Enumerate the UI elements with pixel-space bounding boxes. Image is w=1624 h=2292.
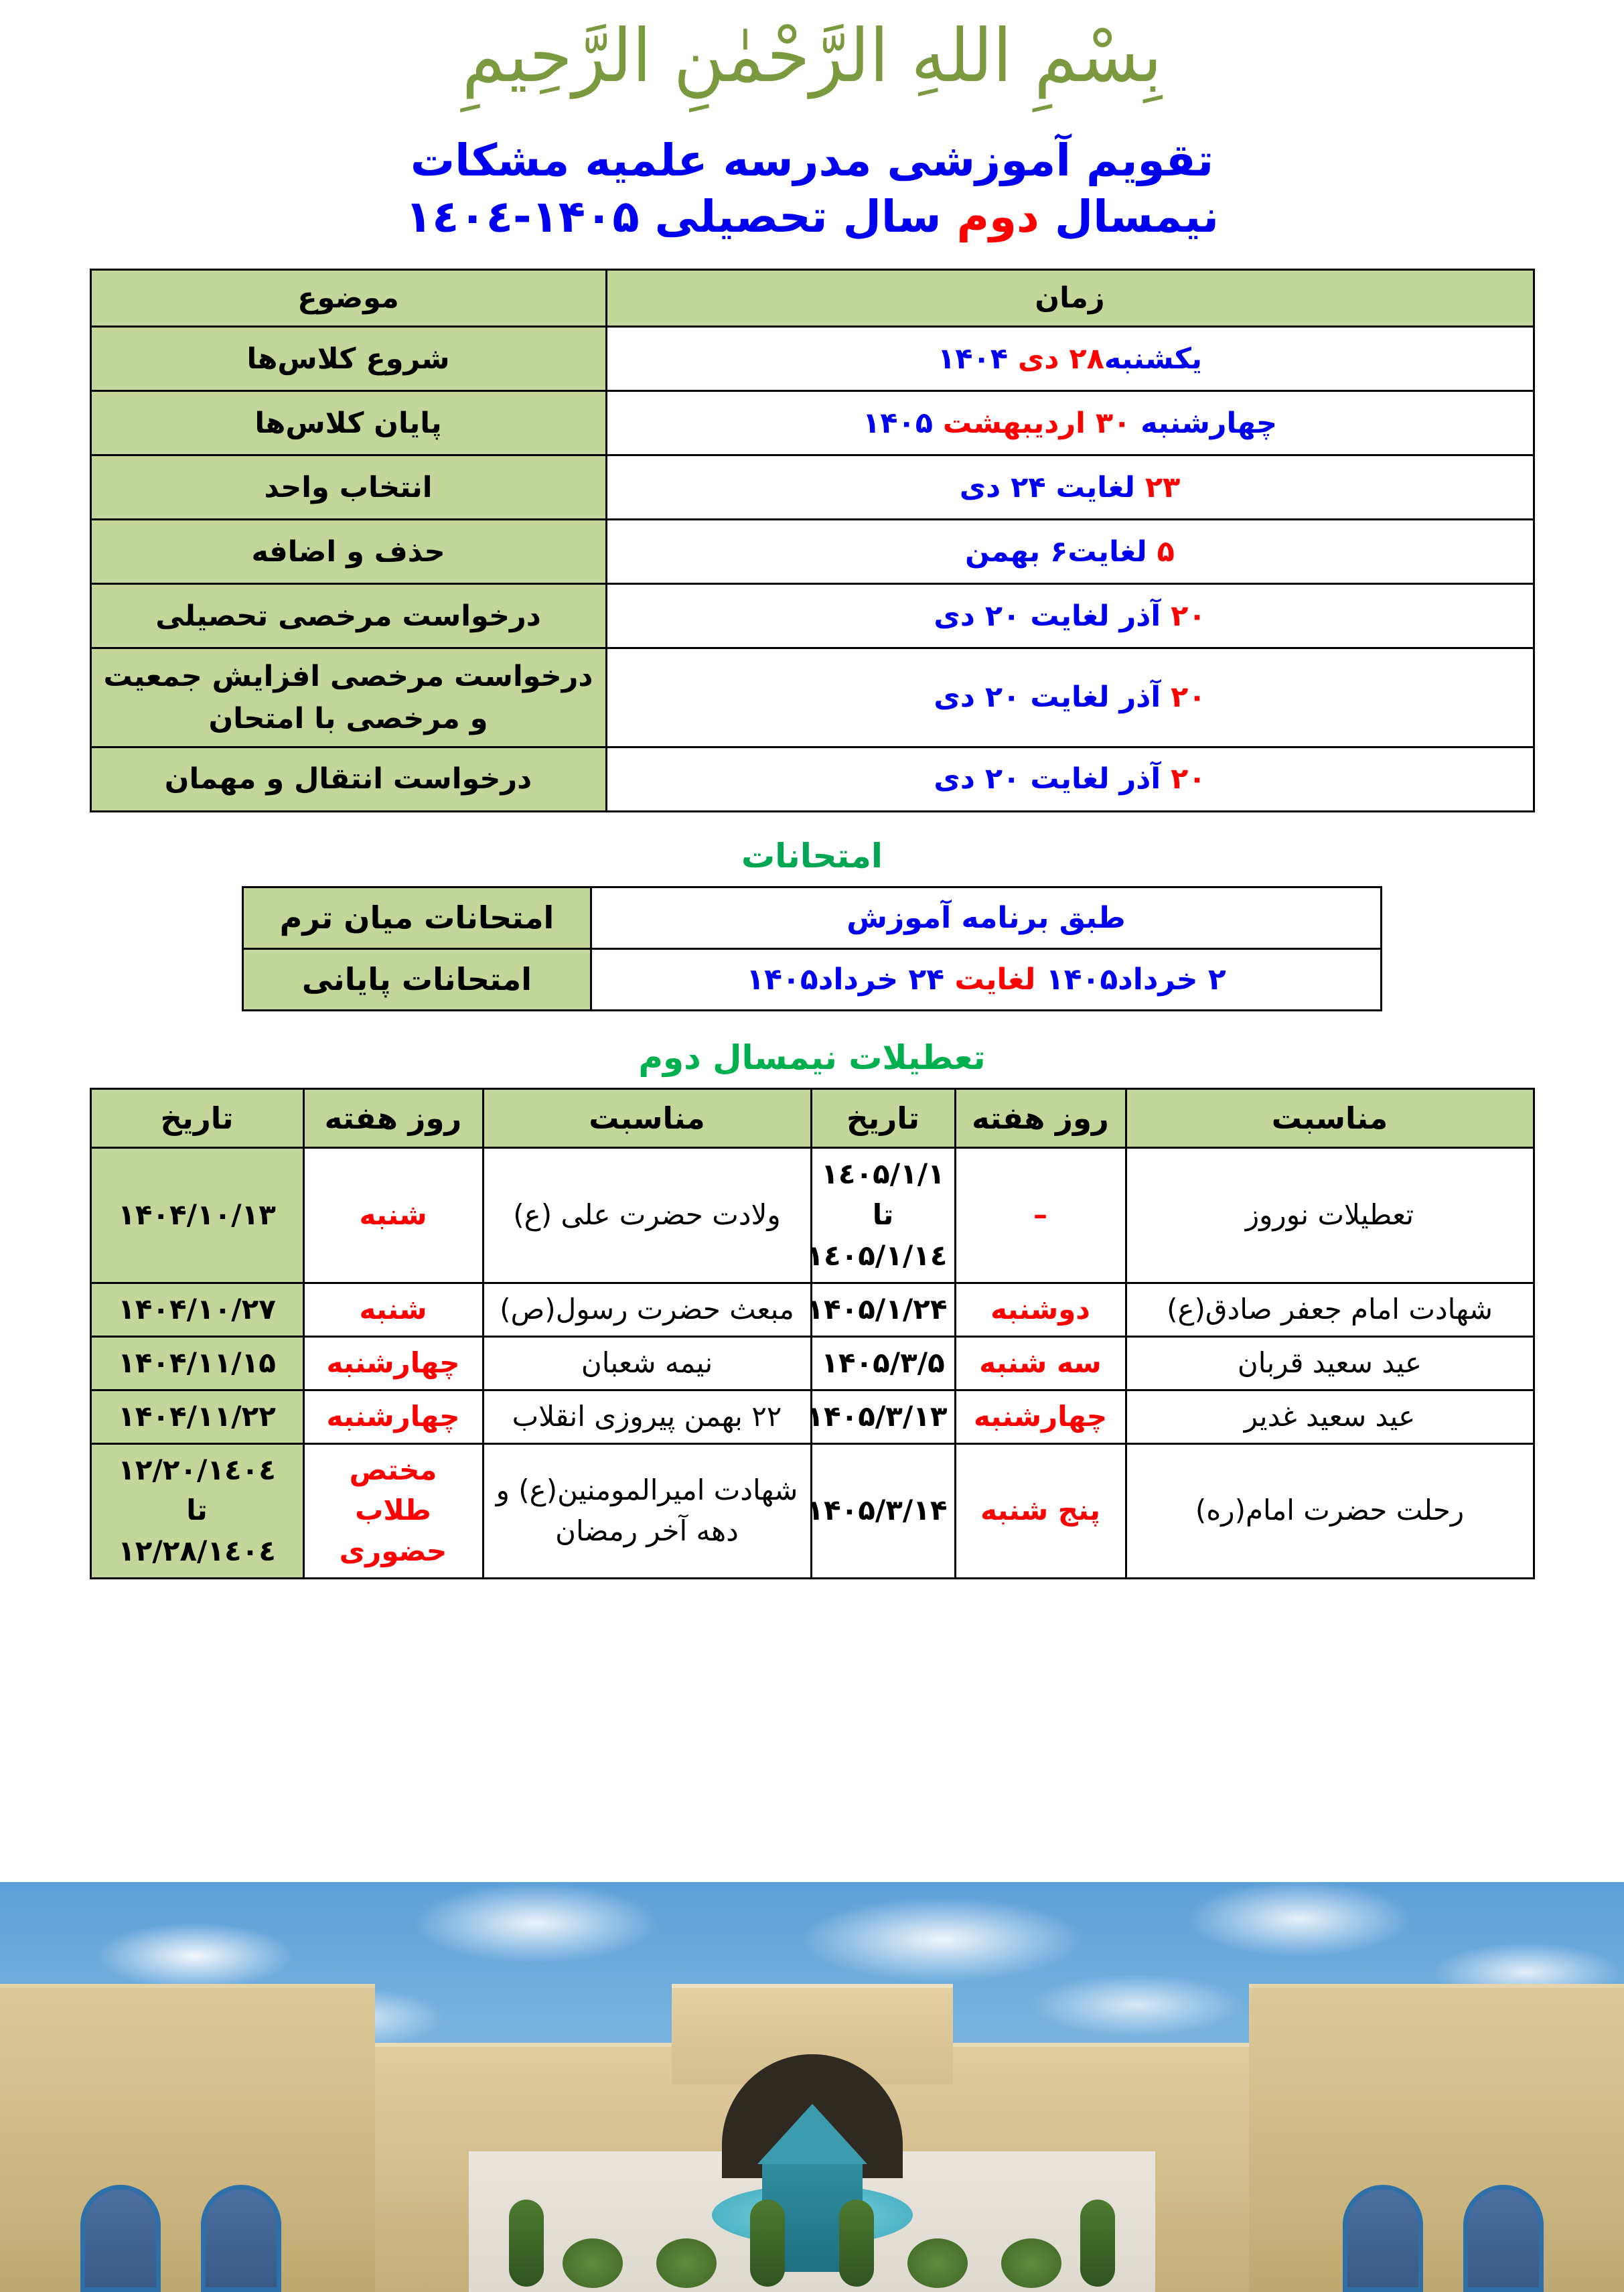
schedule-subject-cell: درخواست انتقال و مهمان (90, 747, 606, 811)
table-row (90, 1390, 1534, 1443)
schedule-time-cell (606, 747, 1534, 811)
holidays-table (90, 1088, 1535, 1579)
time-text-post: ۱۴۰۵ (862, 406, 943, 440)
holiday-date-left: ۱٤۰۵/۱/۱ تا ۱٤۰۵/۱/۱٤ (811, 1148, 955, 1283)
holiday-date-right: ۱۴۰۴/۱۰/۱۳ (90, 1148, 303, 1283)
table-row (90, 520, 1534, 584)
seminary-building-photo (0, 1882, 1624, 2292)
tiled-arch-right (1463, 2185, 1544, 2292)
table-row (90, 391, 1534, 455)
exam-label-cell: امتحانات پایانی (243, 948, 591, 1010)
holiday-weekday-left: – (955, 1148, 1126, 1283)
tiled-arch-left-2 (201, 2185, 281, 2292)
schedule-time-cell (606, 455, 1534, 520)
tree (839, 2200, 874, 2287)
table-header-row (90, 269, 1534, 326)
schedule-subject-cell: درخواست مرخصی افزایش جمعیت و مرخصی با امتحان (90, 648, 606, 747)
exam-date-cell (591, 887, 1382, 948)
exams-table (242, 886, 1382, 1011)
table-row (90, 747, 1534, 811)
bush (1001, 2238, 1061, 2288)
column-header-date-right: تاریخ (90, 1088, 303, 1147)
page-title (0, 133, 1624, 246)
table-row (90, 327, 1534, 391)
table-row (243, 887, 1382, 948)
column-header-date-left: تاریخ (811, 1088, 955, 1147)
column-header-time: زمان (606, 269, 1534, 326)
table-row (90, 584, 1534, 648)
holiday-date-left: ۱۴۰۵/۳/۵ (811, 1336, 955, 1390)
exam-text-post: ۲۴ خرداد۱۴۰۵ (746, 962, 955, 997)
holiday-occasion-right: شهادت امیرالمومنین(ع) و دهه آخر رمضان (483, 1443, 811, 1579)
schedule-time-cell (606, 648, 1534, 747)
time-text-highlight: ۵ (1157, 534, 1175, 569)
tiled-arch-right-2 (1343, 2185, 1423, 2292)
exam-date-cell (591, 948, 1382, 1010)
schedule-subject-cell: حذف و اضافه (90, 520, 606, 584)
time-text-highlight: ۲۰ (1171, 599, 1206, 633)
holiday-date-left: ۱۴۰۵/۳/۱۳ (811, 1390, 955, 1443)
title-line-2-before: نیمسال (1039, 191, 1220, 243)
time-text-highlight: ۲۰ (1171, 762, 1206, 796)
building-right-wing (1249, 1984, 1624, 2292)
bush (907, 2238, 968, 2288)
exam-text-highlight: لغایت (954, 962, 1036, 997)
schedule-time-cell (606, 584, 1534, 648)
building-left-wing (0, 1984, 375, 2292)
holiday-date-right: ۱۴۰۴/۱۱/۲۲ (90, 1390, 303, 1443)
time-text-highlight: ۲۸ دی (1017, 342, 1104, 376)
bush (563, 2238, 623, 2288)
main-schedule-table (90, 269, 1535, 812)
schedule-subject-cell: شروع کلاس‌ها (90, 327, 606, 391)
tree (509, 2200, 544, 2287)
holiday-occasion-left: شهادت امام جعفر صادق(ع) (1126, 1283, 1534, 1336)
time-text-post: لغایت۶ بهمن (965, 534, 1157, 569)
table-row (90, 1148, 1534, 1283)
holiday-occasion-left: عید سعید قربان (1126, 1336, 1534, 1390)
schedule-subject-cell: انتخاب واحد (90, 455, 606, 520)
title-line-2-after: سال تحصیلی ۱۴۰۵-۱٤۰٤ (404, 191, 957, 243)
holiday-weekday-left: دوشنبه (955, 1283, 1126, 1336)
column-header-occasion-right: مناسبت (483, 1088, 811, 1147)
table-row (90, 1283, 1534, 1336)
tiled-arch-left (80, 2185, 161, 2292)
holiday-occasion-right: نیمه شعبان (483, 1336, 811, 1390)
time-text-pre: چهارشنبه (1130, 406, 1278, 440)
schedule-time-cell (606, 520, 1534, 584)
holiday-occasion-right: ولادت حضرت علی (ع) (483, 1148, 811, 1283)
title-line-1: تقویم آموزشی مدرسه علمیه مشکات (410, 135, 1214, 186)
title-line-2 (0, 189, 1624, 245)
holidays-header-row (90, 1088, 1534, 1147)
exam-label-cell: امتحانات میان ترم (243, 887, 591, 948)
holiday-weekday-right: چهارشنبه (303, 1390, 483, 1443)
schedule-subject-cell: پایان کلاس‌ها (90, 391, 606, 455)
table-row (90, 1443, 1534, 1579)
column-header-occasion-left: مناسبت (1126, 1088, 1534, 1147)
table-row (90, 648, 1534, 747)
holiday-occasion-right: مبعث حضرت رسول(ص) (483, 1283, 811, 1336)
column-header-weekday-left: روز هفته (955, 1088, 1126, 1147)
time-text-post: ۱۴۰۴ (937, 342, 1018, 376)
holiday-weekday-left: چهارشنبه (955, 1390, 1126, 1443)
time-text-post: آذر لغایت ۲۰ دی (934, 762, 1171, 796)
bismillah-calligraphy: بِسْمِ اللهِ الرَّحْمٰنِ الرَّحِيمِ (461, 12, 1163, 99)
tree (750, 2200, 785, 2287)
time-text-highlight: ۳۰ اردیبهشت (942, 406, 1131, 440)
holidays-section (0, 1088, 1624, 1579)
schedule-time-cell (606, 391, 1534, 455)
table-row (243, 948, 1382, 1010)
holiday-occasion-left: رحلت حضرت امام(ره) (1126, 1443, 1534, 1579)
table-row (90, 1336, 1534, 1390)
main-schedule-section (0, 269, 1624, 812)
exam-text-pre: ۲ خرداد۱۴۰۵ (1035, 962, 1226, 997)
holiday-date-right: ۱۴۰۴/۱۰/۲۷ (90, 1283, 303, 1336)
bush (656, 2238, 717, 2288)
column-header-subject: موضوع (90, 269, 606, 326)
holiday-date-right: ۱٤۰٤/۱۲/۲۰ تا ۱٤۰٤/۱۲/۲۸ (90, 1443, 303, 1579)
bismillah-banner (0, 0, 1624, 115)
exams-heading: امتحانات (741, 836, 883, 875)
holiday-weekday-left: پنج شنبه (955, 1443, 1126, 1579)
table-row (90, 455, 1534, 520)
holiday-occasion-left: تعطیلات نوروز (1126, 1148, 1534, 1283)
schedule-subject-cell: درخواست مرخصی تحصیلی (90, 584, 606, 648)
holiday-weekday-right: مختص طلاب حضوری (303, 1443, 483, 1579)
column-header-weekday-right: روز هفته (303, 1088, 483, 1147)
holiday-weekday-left: سه شنبه (955, 1336, 1126, 1390)
holiday-weekday-right: شنبه (303, 1148, 483, 1283)
holiday-occasion-left: عید سعید غدیر (1126, 1390, 1534, 1443)
time-text-highlight: ۲۳ (1145, 470, 1181, 504)
title-line-2-accent: دوم (956, 191, 1039, 243)
exam-text-pre: طبق برنامه آموزش (846, 900, 1126, 935)
holidays-heading: تعطیلات نیمسال دوم (638, 1037, 986, 1077)
holiday-date-right: ۱۴۰۴/۱۱/۱۵ (90, 1336, 303, 1390)
holiday-date-left: ۱۴۰۵/۱/۲۴ (811, 1283, 955, 1336)
holiday-occasion-right: ۲۲ بهمن پیروزی انقلاب (483, 1390, 811, 1443)
time-text-post: لغایت ۲۴ دی (959, 470, 1145, 504)
holiday-date-left: ۱۴۰۵/۳/۱۴ (811, 1443, 955, 1579)
time-text-highlight: ۲۰ (1171, 681, 1206, 715)
holiday-weekday-right: چهارشنبه (303, 1336, 483, 1390)
time-text-post: آذر لغایت ۲۰ دی (934, 599, 1171, 633)
holiday-weekday-right: شنبه (303, 1283, 483, 1336)
time-text-pre: یکشنبه (1104, 342, 1202, 376)
schedule-time-cell (606, 327, 1534, 391)
time-text-post: آذر لغایت ۲۰ دی (934, 681, 1171, 715)
exams-section (0, 886, 1624, 1011)
tree (1080, 2200, 1115, 2287)
